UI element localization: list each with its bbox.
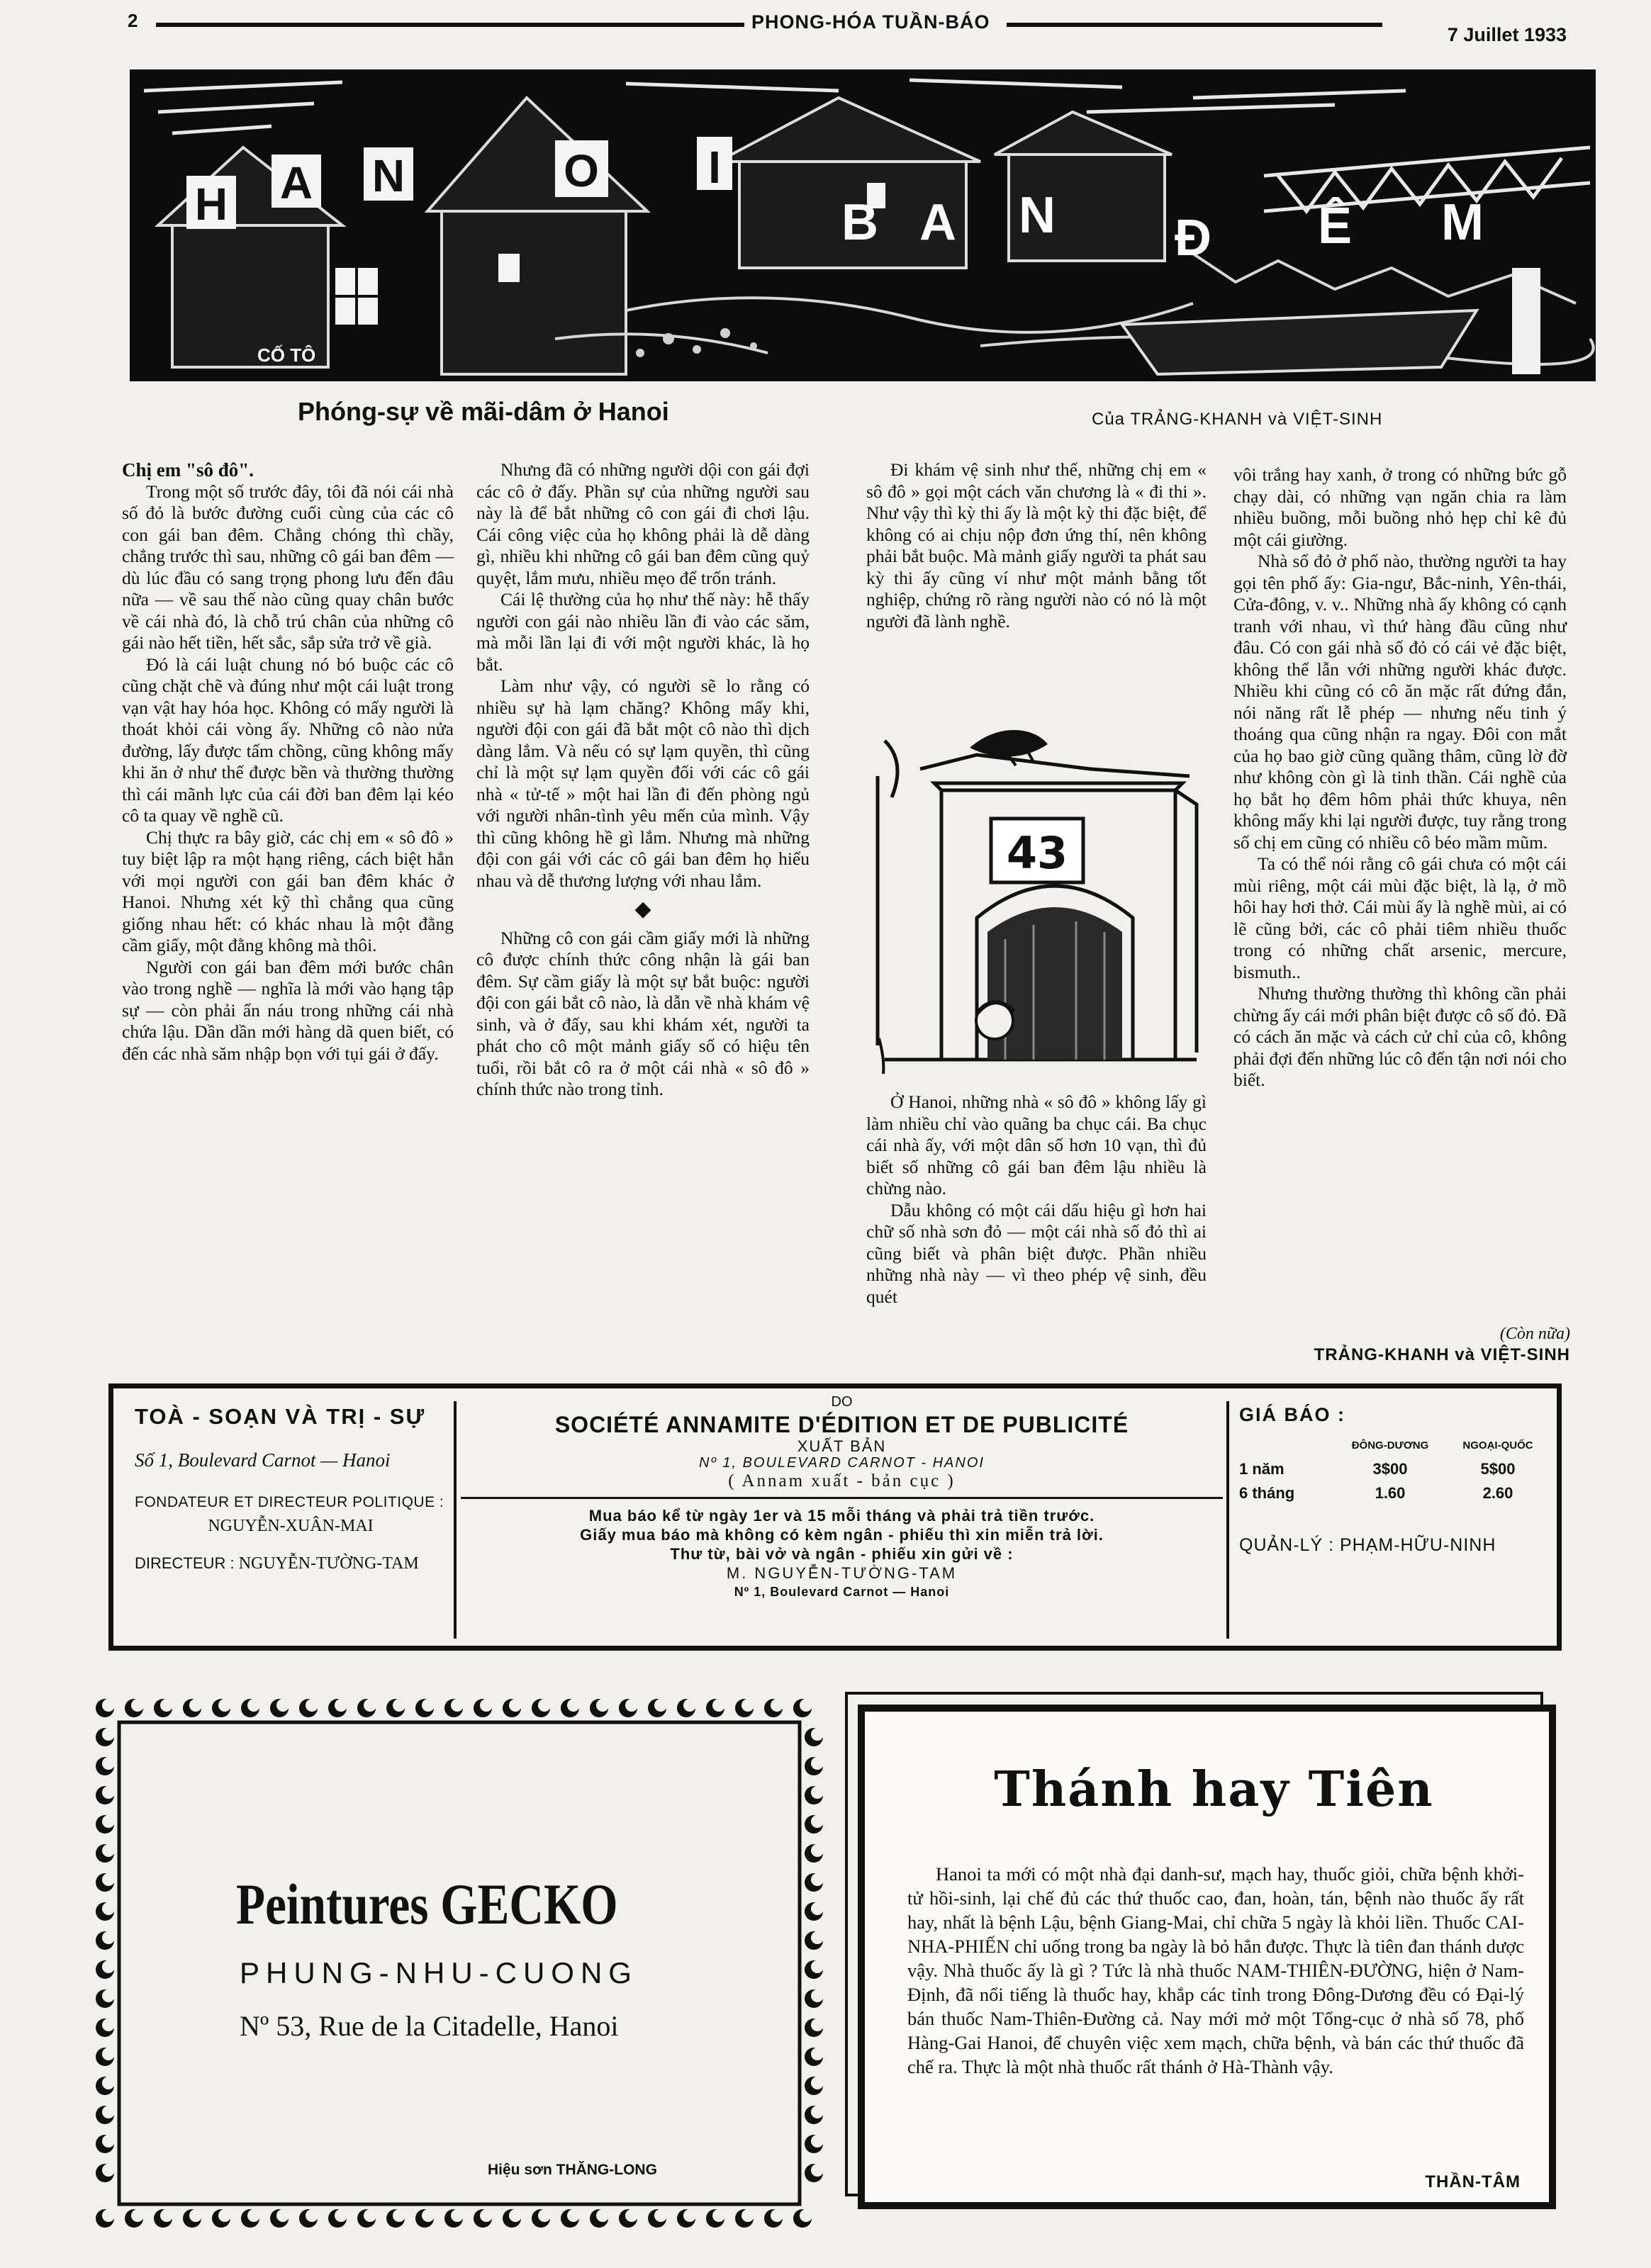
svg-text:N: N [1019, 187, 1056, 244]
price-value: 3$00 [1372, 1460, 1408, 1478]
publisher-name: SOCIÉTÉ ANNAMITE D'ÉDITION ET DE PUBLICITÉ [554, 1412, 1129, 1437]
paragraph: Dẫu không có một cái dấu hiệu gì hơn hai chữ số nhà sơn đỏ — một cái nhà số đỏ thì ai cũng biết và phân biệt được. Phần nhiều những nhà này — vì theo phép vệ sinh, đều quét [866, 1199, 1207, 1307]
paragraph: vôi trắng hay xanh, ở trong có những bức gỗ chạy dài, có những vạn ngăn chia ra làm nhiều buồng, mỗi buồng nhỏ hẹp chỉ kê đủ một cái giường. [1233, 464, 1567, 550]
border-ornament [364, 1699, 376, 1712]
paragraph: Nhưng đã có những người dội con gái đợi các cô ở đấy. Phần sự của những người sau này là để bắt những cô con gái đi chơi lậu. Cái công việc của họ không phải là dễ dàng gì, nhiều khi những cô gái ban đêm cũng quỷ quyệt, lắm mưu, nhiều mẹo để trốn tránh. [476, 459, 810, 588]
border-ornament [596, 2209, 609, 2222]
border-ornament [276, 2209, 289, 2222]
masthead-box [108, 1383, 1562, 1651]
svg-text:N: N [371, 150, 405, 201]
border-ornament [306, 2209, 318, 2222]
border-ornament [102, 1989, 115, 2002]
ad-body [907, 1862, 1524, 2079]
newspaper-name: PHONG-HÓA TUẦN-BÁO [751, 11, 990, 33]
paragraph: Nhưng thường thường thì không cần phải chừng ấy cái mới phân biệt được cô số đỏ. Đã có cách ăn mặc và cách cử chỉ của cô, không phải đợi đến những lúc cô đến tận nơi nói cho biết. [1233, 983, 1567, 1090]
office-title: TOÀ - SOẠN VÀ TRỊ - SỰ [135, 1404, 426, 1429]
ad-frame [858, 1705, 1556, 2209]
page-number: 2 [128, 10, 138, 31]
border-ornament [811, 1757, 824, 1770]
border-ornament [811, 1815, 824, 1828]
border-ornament [102, 2106, 115, 2118]
box-separator [1226, 1401, 1229, 1639]
border-ornament [509, 1699, 522, 1712]
founder-label: FONDATEUR ET DIRECTEUR POLITIQUE : [135, 1494, 444, 1510]
header-rule-right [1007, 23, 1382, 27]
border-ornament [189, 2209, 202, 2222]
border-ornament [811, 2106, 824, 2118]
subscription-note-2: Giấy mua báo mà không có kèm ngân - phiếu thì xin miễn trả lời. [580, 1526, 1104, 1544]
price-info [1239, 1404, 1551, 1556]
paragraph: Ở Hanoi, những nhà « sô đô » không lấy gì làm nhiều chỉ vào quãng ba chục cái. Ba chục cái nhà ấy, với một dân số hơn 10 vạn, thì đủ biết số những cô gái ban đêm lậu nhiều là chừng nào. [866, 1091, 1207, 1198]
price-col-ngoaiquoc: NGOẠI-QUỐC [1462, 1439, 1533, 1452]
border-ornament [771, 2209, 783, 2222]
article-authors: TRẢNG-KHANH và VIỆT-SINH [1314, 1345, 1570, 1364]
subscription-note-3: Thư từ, bài vở và ngân - phiếu xin gửi về : [670, 1545, 1014, 1563]
border-ornament [538, 2209, 551, 2222]
border-ornament [567, 2209, 580, 2222]
publisher-rule [461, 1497, 1223, 1499]
paragraph: Làm như vậy, có người sẽ lo rằng có nhiều sự hà lạm chăng? Không mấy khi, người đội con gái đã bắt một cô nào thì dịch dàng lắm. Và nếu có sự lạm quyền, thì cũng chỉ là một sự lạm quyền đối với các cô gái nhà « tử-tế » một hai lần đi đến phòng ngủ với người nhân-tình yêu mến của mình. Vậy thì cũng không hề gì lắm. Nhưng mà những đội con gái với các cô gái ban đêm họ hiểu nhau và dễ thương lượng với nhau lắm. [476, 675, 810, 891]
border-ornament [189, 1699, 202, 1712]
director-name: NGUYỄN-TƯỜNG-TAM [238, 1554, 419, 1573]
gecko-advertisement [94, 1697, 824, 2229]
border-ornament [480, 1699, 493, 1712]
publisher-xuat-ban: XUẤT BẢN [797, 1437, 887, 1455]
director-label: DIRECTEUR : [135, 1554, 235, 1572]
ad-signature: THẦN-TÂM [1425, 2172, 1521, 2191]
border-ornament [741, 2209, 754, 2222]
border-ornament [451, 1699, 464, 1712]
svg-text:O: O [564, 145, 599, 196]
border-ornament [131, 2209, 144, 2222]
border-ornament [102, 2077, 115, 2089]
price-table [1239, 1439, 1548, 1505]
paragraph: Đó là cái luật chung nó bó buộc các cô cũng chặt chẽ và đúng như một cái luật trong vạn vật hay hóa học. Không có mấy người là thoát khỏi cái vòng ấy. Những cô nào nửa đường, lấy được tấm chồng, cũng không mấy khi ăn ở như thế được bền và thường thường thì cái mãnh lực của cái đời ban đêm lại kéo cô ta quay về nghề cũ. [122, 653, 454, 826]
price-value: 1.60 [1375, 1484, 1406, 1502]
publisher-annam: ( Annam xuất - bản cục ) [728, 1471, 956, 1491]
price-row-label: 1 năm [1239, 1460, 1285, 1478]
border-ornament [683, 2209, 696, 2222]
continued-note: (Còn nữa) [1499, 1325, 1570, 1343]
border-ornament [393, 1699, 405, 1712]
gecko-name: PHUNG-NHU-CUONG [240, 1956, 638, 1989]
article-endnote [1233, 1323, 1570, 1366]
paragraph: Người con gái ban đêm mới bước chân vào trong nghề — nghĩa là mới vào hạng tập sự — còn phải ẩn náu trong những cái nhà chứa lậu. Dần dần mới hàng dã quen biết, có đến các nhà săm nhập bọn với tụi gái ở đấy. [122, 956, 454, 1064]
article-column-3 [866, 459, 1207, 632]
house-number: 43 [1006, 827, 1068, 879]
publisher-address: Nº 1, BOULEVARD CARNOT - HANOI [699, 1455, 985, 1471]
border-ornament [567, 1699, 580, 1712]
banner-illustration [130, 69, 1596, 381]
director-line [135, 1554, 447, 1573]
paragraph: Trong một số trước đây, tôi đã nói cái nhà số đỏ là bước đường cuối cùng của các cô con gái ban đêm. Chẳng chóng thì chầy, chẳng trước thì sau, những cô gái ban đêm — dù lúc đầu có sang trọng phong lưu đến đâu nữa — về sau thế nào cũng quay chân bước về cái nhà đó, là chỗ trú chân của những cô gái nào hết tiền, hết sắc, sắp sửa trở về già. [122, 481, 454, 653]
svg-text:M: M [1441, 194, 1484, 251]
border-ornament [102, 1815, 115, 1828]
paragraph: Cái lệ thường của họ như thế này: hễ thấy người con gái nào nhiều lần đi vào các săm, mà mỗi lần lại đi với một người khác, là họ bắt. [476, 589, 810, 675]
border-ornament [811, 1931, 824, 1944]
office-address: Số 1, Boulevard Carnot — Hanoi [135, 1449, 391, 1471]
border-ornament [800, 2209, 812, 2222]
border-ornament [422, 2209, 435, 2222]
border-ornament [102, 1728, 115, 1741]
article-column-2 [476, 459, 810, 1101]
subscription-note-1: Mua báo kể từ ngày 1er và 15 mỗi tháng và phải trả tiền trước. [588, 1507, 1095, 1525]
border-ornament [335, 2209, 347, 2222]
border-ornament [102, 2019, 115, 2031]
border-ornament [102, 1931, 115, 1944]
border-ornament [247, 2209, 260, 2222]
border-ornament [131, 1699, 144, 1712]
border-ornament [102, 1844, 115, 1857]
article-subtitle: Phóng-sự về mãi-dâm ở Hanoi [298, 397, 669, 426]
paragraph: Nhà số đỏ ở phố nào, thường người ta hay gọi tên phố ấy: Gia-ngư, Bắc-ninh, Yên-thái, Cửa-đông, v. v.. Những nhà ấy không có cạnh tranh với nhau, vì thứ hàng đầu cũng như đâu. Có con gái nhà số đỏ có cái vẻ đặc biệt, không thể lẫn với những người khác được. Nhiều khi cũng có cô ăn mặc rất đứng đắn, nói năng rất lễ phép — nhưng nếu tinh ý thoáng qua cũng nhận ra ngay. Đôi con mắt của họ bao giờ cũng quầng thâm, cũng lờ đờ như không còn gì là tinh thần. Cái nghề của họ bắt họ đêm hôm phải thức khuya, nên không mấy khi lại người được, tuy rằng trong số chị em cũng có nhiều cô béo mầm mũm. [1233, 551, 1567, 853]
brothel-door-illustration [863, 726, 1209, 1077]
illustration-art [863, 726, 1209, 1077]
border-ornament [811, 1873, 824, 1886]
gecko-shop: Hiệu sơn THĂNG-LONG [488, 2162, 657, 2178]
border-ornament [102, 2048, 115, 2060]
border-ornament [218, 2209, 231, 2222]
border-ornament [741, 1699, 754, 1712]
border-ornament [451, 2209, 464, 2222]
header-rule-left [156, 23, 744, 27]
border-ornament [811, 2077, 824, 2089]
price-col-dongduong: ĐÔNG-DƯƠNG [1351, 1439, 1429, 1452]
border-ornament [538, 1699, 551, 1712]
office-info [135, 1404, 447, 1573]
border-ornament [811, 1989, 824, 2002]
svg-text:Đ: Đ [1175, 210, 1211, 266]
paragraph: Những cô con gái cầm giấy mới là những cô được chính thức công nhận là gái ban đêm. Sự cầm giấy là một sự bắt buộc: người đội con gái bắt cô nào, là dẫn về nhà khám vệ sinh, và ở đấy, sau khi khám xét, người ta phát cho cô một mảnh giấy số có hiệu tên tuổi, rồi bắt cô ra ở một cái nhà « sô đô » chính thức nào trong tỉnh. [476, 927, 810, 1099]
border-ornament [247, 1699, 260, 1712]
thanh-hay-tien-advertisement [845, 1690, 1575, 2228]
border-ornament [800, 1699, 812, 1712]
border-ornament [712, 1699, 725, 1712]
border-ornament [102, 1902, 115, 1915]
border-ornament [771, 1699, 783, 1712]
running-head [128, 10, 1567, 45]
paragraph: Chị thực ra bây giờ, các chị em « sô đô » tuy biệt lập ra một hạng riêng, cách biệt hẳn với mọi người con gái ban đêm khác ở Hanoi. Nhưng xét kỹ thì chẳng qua cũng giống nhau hết: có khác nhau là một đằng cầm giấy, một đằng không mà thôi. [122, 826, 454, 955]
border-ornament [102, 1757, 115, 1770]
ad-paragraph: Hanoi ta mới có một nhà đại danh-sư, mạch hay, thuốc giỏi, chữa bệnh khởi-tử hồi-sinh, lại chế đủ các thứ thuốc cao, đan, hoàn, tán, bệnh nào thuốc ấy rất hay, nhất là bệnh Lậu, bệnh Giang-Mai, chỉ chữa 5 ngày là khỏi liền. Thuốc CAI-NHA-PHIẾN chỉ uống trong ba ngày là bỏ hẳn được. Thực là tiên đan thánh dược vậy. Nhà thuốc ấy là gì ? Tức là nhà thuốc NAM-THIÊN-ĐƯỜNG, hiện ở Nam-Định, đã nổi tiếng là thuốc hay, khắp các tỉnh trong Đông-Dương đều có Đại-lý bán thuốc Nam-Thiên-Đường cả. Nay mới mở một Tổng-cục ở nhà số 78, phố Hàng-Gai Hanoi, để chuyên việc xem mạch, chữa bệnh, và bán các thứ thuốc đã chế ra. Thực là một nhà thuốc rất thánh ở Hà-Thành vậy. [907, 1863, 1524, 2077]
border-ornament [683, 1699, 696, 1712]
section-divider: ◆ [634, 897, 651, 921]
price-title: GIÁ BÁO : [1239, 1404, 1345, 1425]
price-value: 2.60 [1482, 1484, 1513, 1502]
border-ornament [596, 1699, 609, 1712]
subscription-address: Nº 1, Boulevard Carnot — Hanoi [734, 1585, 950, 1599]
svg-text:Ê: Ê [1317, 198, 1353, 254]
border-ornament [811, 2019, 824, 2031]
artist-signature: CỐ TÔ [257, 344, 316, 366]
ad-title: Thánh hay Tiên [994, 1761, 1434, 1818]
border-ornament [102, 2209, 115, 2222]
manager-line: QUẢN-LÝ : PHẠM-HỮU-NINH [1239, 1535, 1496, 1555]
price-row [1239, 1481, 1548, 1505]
issue-date: 7 Juillet 1933 [1447, 24, 1567, 45]
border-ornament [422, 1699, 435, 1712]
banner-art [130, 69, 1596, 381]
border-ornament [654, 2209, 667, 2222]
border-ornament [654, 1699, 667, 1712]
publisher-info [461, 1394, 1223, 1602]
article-column-4 [1233, 464, 1567, 1091]
border-ornament [811, 2135, 824, 2148]
gecko-address: Nº 53, Rue de la Citadelle, Hanoi [240, 2010, 619, 2042]
border-ornament [102, 2135, 115, 2148]
paragraph: Đi khám vệ sinh như thế, những chị em « sô đô » gọi một cách văn chương là « đi thi ». Như vậy thì kỳ thi ấy là một kỳ thi đặc biệt, để không có ai chịu nộp đơn ứng thí, nên không phải bắt buộc. Mà mảnh giấy người ta phát sau kỳ thi ấy cũng ví như một mảnh bằng tốt nghiệp, chứng rõ ràng người nào có nó là một người đã lành nghề. [866, 459, 1207, 631]
price-row [1239, 1457, 1548, 1481]
article-column-1 [122, 459, 454, 1065]
border-ornament [811, 1902, 824, 1915]
border-ornament [102, 1786, 115, 1799]
border-ornament [480, 2209, 493, 2222]
border-ornament [160, 2209, 173, 2222]
paragraph: Ta có thể nói rằng cô gái chưa có một cái mùi riêng, một cái mùi đặc biệt, là lạ, ở mồ hôi hay hơi thở. Cái mùi ấy là nghề mùi, ai có lẽ cũng bởi, các cô phải tiêm nhiều thuốc trong có những chất arsenic, mercure, bismuth.. [1233, 853, 1567, 982]
subscription-contact: M. NGUYỄN-TƯỜNG-TAM [726, 1564, 958, 1582]
publisher-do: DO [831, 1394, 853, 1410]
border-ornament [276, 1699, 289, 1712]
price-value: 5$00 [1480, 1460, 1516, 1478]
border-ornament [335, 1699, 347, 1712]
banner-letter-h: H [194, 179, 228, 230]
border-ornament [625, 1699, 638, 1712]
border-ornament [393, 2209, 405, 2222]
border-ornament [509, 2209, 522, 2222]
border-ornament [811, 1728, 824, 1741]
border-ornament [811, 1960, 824, 1973]
price-row-label: 6 tháng [1239, 1484, 1295, 1502]
border-ornament [102, 1699, 115, 1712]
border-ornament [712, 2209, 725, 2222]
border-ornament [102, 2164, 115, 2177]
gecko-title: Peintures GECKO [236, 1872, 618, 1936]
border-ornament [102, 1960, 115, 1973]
border-ornament [218, 1699, 231, 1712]
article-byline: Của TRẢNG-KHANH và VIỆT-SINH [1092, 410, 1383, 429]
border-ornament [102, 1873, 115, 1886]
box-separator [454, 1401, 457, 1639]
border-ornament [811, 2048, 824, 2060]
border-ornament [306, 1699, 318, 1712]
border-ornament [625, 2209, 638, 2222]
svg-text:I: I [708, 142, 721, 193]
border-ornament [811, 2164, 824, 2177]
svg-text:B: B [841, 194, 878, 251]
article-column-3-continued [866, 1091, 1207, 1308]
svg-text:A: A [279, 157, 313, 208]
founder-name: NGUYỄN-XUÂN-MAI [208, 1517, 374, 1535]
border-ornament [811, 1786, 824, 1799]
border-ornament [160, 1699, 173, 1712]
svg-text:A: A [919, 194, 956, 251]
border-ornament [364, 2209, 376, 2222]
border-ornament [811, 1844, 824, 1857]
section-heading: Chị em "sô đô". [122, 459, 254, 481]
